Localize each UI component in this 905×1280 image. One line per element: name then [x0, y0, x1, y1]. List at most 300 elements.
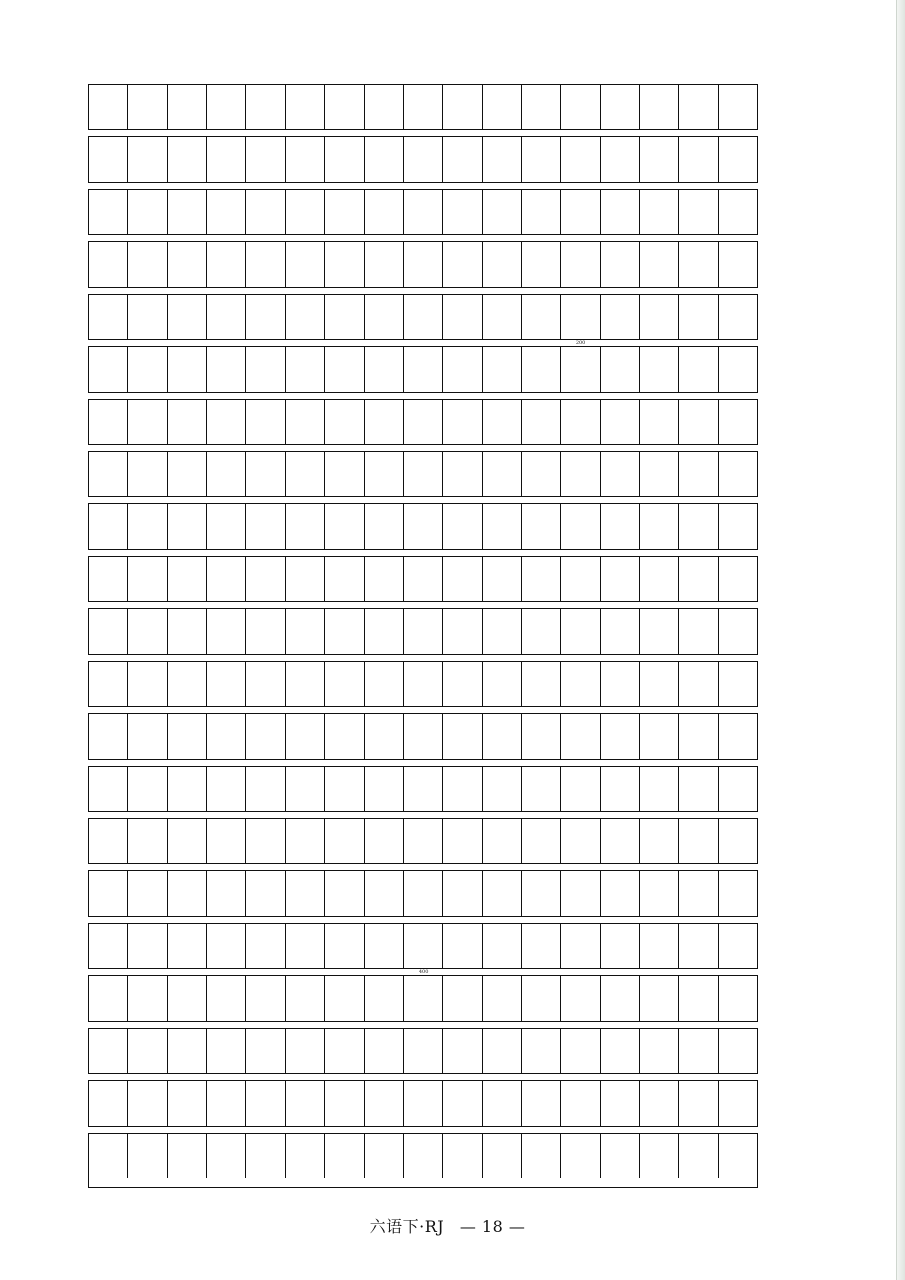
grid-cell[interactable] [561, 1134, 600, 1178]
grid-cell[interactable] [640, 137, 679, 181]
grid-cell[interactable] [286, 924, 325, 968]
grid-cell[interactable] [601, 609, 640, 653]
grid-cell[interactable] [443, 819, 482, 863]
grid-cell[interactable] [483, 400, 522, 444]
grid-cell[interactable] [404, 137, 443, 181]
grid-cell[interactable] [443, 714, 482, 758]
grid-cell[interactable] [246, 871, 285, 915]
grid-cell[interactable] [325, 609, 364, 653]
grid-cell[interactable] [561, 85, 600, 129]
grid-cell[interactable] [168, 295, 207, 339]
grid-cell[interactable] [443, 609, 482, 653]
grid-cell[interactable] [561, 871, 600, 915]
grid-cell[interactable] [522, 1081, 561, 1125]
grid-cell[interactable] [365, 242, 404, 286]
grid-cell[interactable] [601, 557, 640, 601]
grid-cell[interactable] [128, 609, 167, 653]
grid-cell[interactable] [443, 85, 482, 129]
grid-cell[interactable] [89, 190, 128, 234]
grid-cell[interactable] [365, 452, 404, 496]
grid-cell[interactable] [365, 609, 404, 653]
grid-cell[interactable] [483, 242, 522, 286]
grid-cell[interactable] [719, 976, 757, 1020]
grid-cell[interactable] [404, 85, 443, 129]
grid-cell[interactable] [483, 767, 522, 811]
grid-cell[interactable] [483, 137, 522, 181]
grid-cell[interactable] [443, 1029, 482, 1073]
grid-cell[interactable] [404, 871, 443, 915]
grid-cell[interactable] [561, 609, 600, 653]
grid-cell[interactable] [325, 190, 364, 234]
grid-cell[interactable] [89, 976, 128, 1020]
grid-cell[interactable] [679, 662, 718, 706]
grid-cell[interactable] [207, 295, 246, 339]
grid-cell[interactable] [561, 347, 600, 391]
grid-cell[interactable] [325, 347, 364, 391]
grid-cell[interactable] [246, 819, 285, 863]
grid-cell[interactable] [128, 1134, 167, 1178]
grid-cell[interactable] [640, 662, 679, 706]
grid-cell[interactable] [365, 1134, 404, 1178]
grid-cell[interactable] [207, 1029, 246, 1073]
grid-cell[interactable] [679, 819, 718, 863]
grid-cell[interactable] [89, 609, 128, 653]
grid-cell[interactable] [640, 504, 679, 548]
grid-cell[interactable] [719, 295, 757, 339]
grid-cell[interactable] [128, 767, 167, 811]
grid-cell[interactable] [207, 242, 246, 286]
grid-cell[interactable] [286, 871, 325, 915]
grid-cell[interactable] [679, 1134, 718, 1178]
grid-cell[interactable] [601, 871, 640, 915]
grid-cell[interactable] [601, 347, 640, 391]
grid-cell[interactable] [89, 662, 128, 706]
grid-cell[interactable] [89, 924, 128, 968]
grid-cell[interactable] [128, 137, 167, 181]
grid-cell[interactable] [640, 295, 679, 339]
grid-cell[interactable] [246, 1134, 285, 1178]
grid-cell[interactable] [719, 400, 757, 444]
grid-cell[interactable] [561, 819, 600, 863]
grid-cell[interactable] [719, 347, 757, 391]
grid-cell[interactable] [325, 504, 364, 548]
grid-cell[interactable] [246, 452, 285, 496]
grid-cell[interactable] [522, 819, 561, 863]
grid-cell[interactable] [719, 85, 757, 129]
grid-cell[interactable] [443, 137, 482, 181]
grid-cell[interactable] [719, 1029, 757, 1073]
grid-cell[interactable] [719, 1081, 757, 1125]
grid-cell[interactable] [168, 347, 207, 391]
grid-cell[interactable] [168, 557, 207, 601]
grid-cell[interactable] [679, 609, 718, 653]
grid-cell[interactable] [443, 976, 482, 1020]
grid-cell[interactable] [640, 1029, 679, 1073]
grid-cell[interactable] [207, 1081, 246, 1125]
grid-cell[interactable] [443, 452, 482, 496]
grid-cell[interactable] [561, 976, 600, 1020]
grid-cell[interactable] [601, 85, 640, 129]
grid-cell[interactable] [561, 1081, 600, 1125]
grid-cell[interactable] [207, 504, 246, 548]
grid-cell[interactable] [601, 924, 640, 968]
grid-cell[interactable] [168, 137, 207, 181]
grid-cell[interactable] [640, 1134, 679, 1178]
grid-cell[interactable] [89, 1029, 128, 1073]
grid-cell[interactable] [246, 137, 285, 181]
grid-cell[interactable] [522, 504, 561, 548]
grid-cell[interactable] [246, 504, 285, 548]
grid-cell[interactable] [128, 400, 167, 444]
grid-cell[interactable] [325, 137, 364, 181]
grid-cell[interactable] [522, 1029, 561, 1073]
grid-cell[interactable] [89, 242, 128, 286]
grid-cell[interactable] [679, 190, 718, 234]
grid-cell[interactable] [246, 1029, 285, 1073]
grid-cell[interactable] [89, 504, 128, 548]
grid-cell[interactable] [522, 190, 561, 234]
grid-cell[interactable] [128, 871, 167, 915]
grid-cell[interactable] [483, 85, 522, 129]
grid-cell[interactable] [522, 85, 561, 129]
grid-cell[interactable] [522, 137, 561, 181]
grid-cell[interactable] [89, 871, 128, 915]
grid-cell[interactable] [443, 242, 482, 286]
grid-cell[interactable] [483, 714, 522, 758]
grid-cell[interactable] [286, 1029, 325, 1073]
grid-cell[interactable] [404, 557, 443, 601]
grid-cell[interactable] [325, 714, 364, 758]
grid-cell[interactable] [679, 924, 718, 968]
grid-cell[interactable] [128, 557, 167, 601]
grid-cell[interactable] [522, 976, 561, 1020]
grid-cell[interactable] [719, 924, 757, 968]
grid-cell[interactable] [483, 976, 522, 1020]
grid-cell[interactable] [522, 714, 561, 758]
grid-cell[interactable] [168, 242, 207, 286]
grid-cell[interactable] [522, 242, 561, 286]
grid-cell[interactable] [404, 295, 443, 339]
grid-cell[interactable] [246, 1081, 285, 1125]
grid-cell[interactable] [325, 295, 364, 339]
grid-cell[interactable] [679, 767, 718, 811]
grid-cell[interactable] [246, 85, 285, 129]
grid-cell[interactable] [325, 400, 364, 444]
grid-cell[interactable] [325, 819, 364, 863]
grid-cell[interactable] [601, 767, 640, 811]
grid-cell[interactable] [483, 1134, 522, 1178]
grid-cell[interactable] [443, 190, 482, 234]
grid-cell[interactable] [365, 557, 404, 601]
grid-cell[interactable] [522, 871, 561, 915]
grid-cell[interactable] [679, 504, 718, 548]
grid-cell[interactable] [561, 295, 600, 339]
grid-cell[interactable] [365, 819, 404, 863]
grid-cell[interactable] [89, 1081, 128, 1125]
grid-cell[interactable] [89, 137, 128, 181]
grid-cell[interactable] [325, 662, 364, 706]
grid-cell[interactable] [89, 85, 128, 129]
grid-cell[interactable] [168, 400, 207, 444]
grid-cell[interactable] [679, 871, 718, 915]
grid-cell[interactable] [640, 400, 679, 444]
grid-cell[interactable] [640, 819, 679, 863]
grid-cell[interactable] [561, 504, 600, 548]
grid-cell[interactable] [679, 976, 718, 1020]
grid-cell[interactable] [719, 137, 757, 181]
grid-cell[interactable] [640, 767, 679, 811]
grid-cell[interactable] [286, 295, 325, 339]
grid-cell[interactable] [640, 1081, 679, 1125]
grid-cell[interactable] [522, 662, 561, 706]
grid-cell[interactable] [404, 819, 443, 863]
grid-cell[interactable] [679, 137, 718, 181]
grid-cell[interactable] [168, 714, 207, 758]
grid-cell[interactable] [601, 190, 640, 234]
grid-cell[interactable] [601, 242, 640, 286]
grid-cell[interactable] [483, 295, 522, 339]
grid-cell[interactable] [207, 85, 246, 129]
grid-cell[interactable] [207, 347, 246, 391]
grid-cell[interactable] [286, 400, 325, 444]
grid-cell[interactable] [89, 714, 128, 758]
grid-cell[interactable] [168, 504, 207, 548]
grid-cell[interactable] [561, 767, 600, 811]
grid-cell[interactable] [561, 1029, 600, 1073]
grid-cell[interactable] [365, 662, 404, 706]
grid-cell[interactable] [128, 924, 167, 968]
grid-cell[interactable] [679, 1029, 718, 1073]
grid-cell[interactable] [286, 819, 325, 863]
grid-cell[interactable] [522, 347, 561, 391]
grid-cell[interactable] [246, 767, 285, 811]
grid-cell[interactable] [168, 452, 207, 496]
grid-cell[interactable] [679, 557, 718, 601]
grid-cell[interactable] [365, 504, 404, 548]
grid-cell[interactable] [168, 1081, 207, 1125]
grid-cell[interactable] [404, 190, 443, 234]
grid-cell[interactable] [168, 662, 207, 706]
grid-cell[interactable] [522, 767, 561, 811]
grid-cell[interactable] [483, 1029, 522, 1073]
grid-cell[interactable] [325, 452, 364, 496]
grid-cell[interactable] [168, 767, 207, 811]
grid-cell[interactable] [483, 347, 522, 391]
grid-cell[interactable] [601, 1081, 640, 1125]
grid-cell[interactable] [561, 924, 600, 968]
grid-cell[interactable] [286, 190, 325, 234]
grid-cell[interactable] [601, 400, 640, 444]
grid-cell[interactable] [89, 295, 128, 339]
grid-cell[interactable] [168, 924, 207, 968]
grid-cell[interactable] [719, 871, 757, 915]
grid-cell[interactable] [128, 504, 167, 548]
grid-cell[interactable] [246, 609, 285, 653]
grid-cell[interactable] [483, 1081, 522, 1125]
grid-cell[interactable] [89, 347, 128, 391]
grid-cell[interactable] [640, 924, 679, 968]
grid-cell[interactable] [207, 924, 246, 968]
grid-cell[interactable] [325, 557, 364, 601]
grid-cell[interactable] [207, 976, 246, 1020]
grid-cell[interactable] [89, 557, 128, 601]
grid-cell[interactable] [207, 767, 246, 811]
grid-cell[interactable] [443, 504, 482, 548]
grid-cell[interactable] [325, 924, 364, 968]
grid-cell[interactable] [325, 976, 364, 1020]
grid-cell[interactable] [286, 714, 325, 758]
grid-cell[interactable] [207, 609, 246, 653]
grid-cell[interactable] [404, 609, 443, 653]
grid-cell[interactable] [483, 190, 522, 234]
grid-cell[interactable] [443, 1081, 482, 1125]
grid-cell[interactable] [719, 767, 757, 811]
grid-cell[interactable] [483, 609, 522, 653]
grid-cell[interactable] [246, 976, 285, 1020]
grid-cell[interactable] [640, 714, 679, 758]
grid-cell[interactable] [561, 662, 600, 706]
grid-cell[interactable] [207, 400, 246, 444]
grid-cell[interactable] [719, 819, 757, 863]
grid-cell[interactable] [246, 190, 285, 234]
grid-cell[interactable] [128, 295, 167, 339]
grid-cell[interactable] [207, 1134, 246, 1178]
grid-cell[interactable] [286, 85, 325, 129]
grid-cell[interactable] [719, 662, 757, 706]
grid-cell[interactable] [168, 976, 207, 1020]
grid-cell[interactable] [640, 871, 679, 915]
grid-cell[interactable] [89, 767, 128, 811]
grid-cell[interactable] [719, 452, 757, 496]
grid-cell[interactable] [640, 609, 679, 653]
grid-cell[interactable] [246, 295, 285, 339]
grid-cell[interactable] [207, 557, 246, 601]
grid-cell[interactable] [128, 242, 167, 286]
grid-cell[interactable] [522, 295, 561, 339]
grid-cell[interactable] [404, 714, 443, 758]
grid-cell[interactable] [286, 347, 325, 391]
grid-cell[interactable] [246, 924, 285, 968]
grid-cell[interactable] [404, 767, 443, 811]
grid-cell[interactable] [679, 242, 718, 286]
grid-cell[interactable] [522, 924, 561, 968]
grid-cell[interactable] [246, 714, 285, 758]
grid-cell[interactable] [89, 1134, 128, 1178]
grid-cell[interactable] [325, 1029, 364, 1073]
grid-cell[interactable] [601, 452, 640, 496]
grid-cell[interactable] [601, 137, 640, 181]
grid-cell[interactable] [128, 714, 167, 758]
grid-cell[interactable] [443, 295, 482, 339]
grid-cell[interactable] [325, 1081, 364, 1125]
grid-cell[interactable] [286, 557, 325, 601]
grid-cell[interactable] [522, 557, 561, 601]
grid-cell[interactable] [286, 452, 325, 496]
grid-cell[interactable] [365, 924, 404, 968]
grid-cell[interactable] [365, 137, 404, 181]
grid-cell[interactable] [640, 557, 679, 601]
grid-cell[interactable] [207, 714, 246, 758]
grid-cell[interactable] [404, 662, 443, 706]
grid-cell[interactable] [286, 767, 325, 811]
grid-cell[interactable] [601, 295, 640, 339]
grid-cell[interactable] [325, 767, 364, 811]
grid-cell[interactable] [286, 137, 325, 181]
grid-cell[interactable] [679, 295, 718, 339]
grid-cell[interactable] [128, 85, 167, 129]
grid-cell[interactable] [679, 347, 718, 391]
grid-cell[interactable] [640, 242, 679, 286]
grid-cell[interactable] [404, 400, 443, 444]
grid-cell[interactable] [365, 767, 404, 811]
grid-cell[interactable] [404, 347, 443, 391]
grid-cell[interactable] [365, 295, 404, 339]
grid-cell[interactable] [601, 662, 640, 706]
grid-cell[interactable] [404, 1134, 443, 1178]
grid-cell[interactable] [365, 871, 404, 915]
grid-cell[interactable] [207, 819, 246, 863]
grid-cell[interactable] [365, 1029, 404, 1073]
grid-cell[interactable] [286, 504, 325, 548]
grid-cell[interactable] [207, 137, 246, 181]
grid-cell[interactable] [483, 819, 522, 863]
grid-cell[interactable] [207, 190, 246, 234]
grid-cell[interactable] [719, 504, 757, 548]
grid-cell[interactable] [168, 819, 207, 863]
grid-cell[interactable] [719, 190, 757, 234]
grid-cell[interactable] [404, 504, 443, 548]
grid-cell[interactable] [286, 609, 325, 653]
grid-cell[interactable] [128, 976, 167, 1020]
grid-cell[interactable] [561, 137, 600, 181]
grid-cell[interactable] [679, 452, 718, 496]
grid-cell[interactable] [365, 400, 404, 444]
grid-cell[interactable] [601, 504, 640, 548]
grid-cell[interactable] [719, 242, 757, 286]
grid-cell[interactable] [286, 662, 325, 706]
grid-cell[interactable] [561, 400, 600, 444]
grid-cell[interactable] [207, 662, 246, 706]
grid-cell[interactable] [561, 557, 600, 601]
grid-cell[interactable] [168, 1134, 207, 1178]
grid-cell[interactable] [404, 1081, 443, 1125]
grid-cell[interactable] [561, 714, 600, 758]
grid-cell[interactable] [89, 819, 128, 863]
grid-cell[interactable] [483, 504, 522, 548]
grid-cell[interactable] [168, 190, 207, 234]
grid-cell[interactable] [404, 242, 443, 286]
grid-cell[interactable] [365, 347, 404, 391]
grid-cell[interactable] [128, 347, 167, 391]
grid-cell[interactable] [286, 976, 325, 1020]
grid-cell[interactable] [640, 85, 679, 129]
grid-cell[interactable] [404, 924, 443, 968]
grid-cell[interactable] [365, 714, 404, 758]
grid-cell[interactable] [246, 557, 285, 601]
grid-cell[interactable] [207, 871, 246, 915]
grid-cell[interactable] [365, 190, 404, 234]
grid-cell[interactable] [365, 976, 404, 1020]
grid-cell[interactable] [719, 609, 757, 653]
grid-cell[interactable] [719, 714, 757, 758]
grid-cell[interactable] [325, 242, 364, 286]
grid-cell[interactable] [601, 714, 640, 758]
grid-cell[interactable] [443, 871, 482, 915]
grid-cell[interactable] [522, 1134, 561, 1178]
grid-cell[interactable] [679, 714, 718, 758]
grid-cell[interactable] [483, 871, 522, 915]
grid-cell[interactable] [286, 1134, 325, 1178]
